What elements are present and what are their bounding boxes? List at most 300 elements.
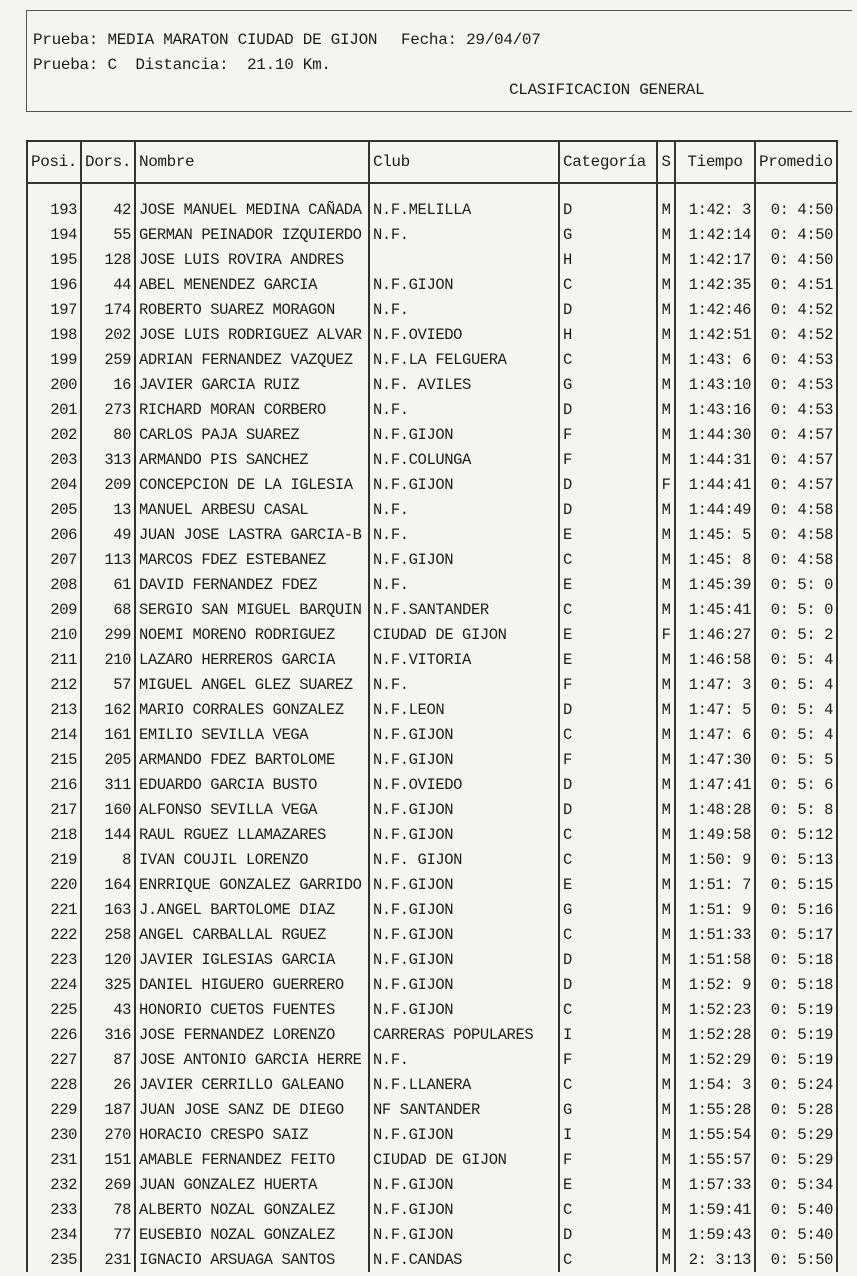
col-header-club: Club [369,141,559,183]
cell-nombre: SERGIO SAN MIGUEL BARQUIN [135,597,369,622]
cell-sexo: M [657,372,675,397]
cell-posicion: 228 [27,1072,81,1097]
cell-posicion: 215 [27,747,81,772]
cell-tiempo: 2: 3:13 [675,1247,755,1272]
table-row [27,422,837,447]
cell-club [369,247,559,272]
cell-sexo: M [657,897,675,922]
cell-dorsal: 55 [81,222,135,247]
cell-sexo: F [657,622,675,647]
fecha-label: Fecha: [401,31,457,49]
cell-nombre: JOSE LUIS ROVIRA ANDRES [135,247,369,272]
cell-nombre: DAVID FERNANDEZ FDEZ [135,572,369,597]
cell-dorsal: 13 [81,497,135,522]
cell-promedio: 0: 4:57 [755,447,837,472]
cell-club: N.F.GIJON [369,822,559,847]
cell-promedio: 0: 5:29 [755,1122,837,1147]
table-row [27,547,837,572]
results-body [27,183,837,1272]
cell-categoria: D [559,397,657,422]
cell-dorsal: 87 [81,1047,135,1072]
cell-sexo: F [657,472,675,497]
cell-promedio: 0: 4:52 [755,297,837,322]
cell-club: N.F.GIJON [369,272,559,297]
cell-club: N.F.MELILLA [369,197,559,222]
table-row [27,372,837,397]
cell-club: N.F.GIJON [369,897,559,922]
table-row [27,672,837,697]
cell-tiempo: 1:43:10 [675,372,755,397]
table-row [27,872,837,897]
cell-dorsal: 44 [81,272,135,297]
cell-categoria: D [559,197,657,222]
table-header-row [27,141,837,183]
cell-sexo: M [657,1122,675,1147]
cell-promedio: 0: 5:15 [755,872,837,897]
cell-posicion: 197 [27,297,81,322]
cell-nombre: MIGUEL ANGEL GLEZ SUAREZ [135,672,369,697]
cell-nombre: ANGEL CARBALLAL RGUEZ [135,922,369,947]
prueba-label: Prueba: [33,31,99,49]
table-row [27,297,837,322]
cell-nombre: JUAN GONZALEZ HUERTA [135,1172,369,1197]
cell-promedio: 0: 4:53 [755,397,837,422]
cell-promedio: 0: 5:29 [755,1147,837,1172]
cell-sexo: M [657,1222,675,1247]
cell-nombre: JOSE FERNANDEZ LORENZO [135,1022,369,1047]
table-row [27,1047,837,1072]
cell-promedio: 0: 4:57 [755,472,837,497]
table-row [27,347,837,372]
cell-posicion: 212 [27,672,81,697]
cell-promedio: 0: 5: 4 [755,722,837,747]
cell-promedio: 0: 5:16 [755,897,837,922]
cell-nombre: J.ANGEL BARTOLOME DIAZ [135,897,369,922]
table-row [27,497,837,522]
cell-club: N.F. AVILES [369,372,559,397]
cell-tiempo: 1:42:17 [675,247,755,272]
cell-categoria: C [559,722,657,747]
cell-dorsal: 151 [81,1147,135,1172]
cell-categoria: C [559,547,657,572]
cell-dorsal: 187 [81,1097,135,1122]
cell-tiempo: 1:46:27 [675,622,755,647]
cell-promedio: 0: 4:52 [755,322,837,347]
cell-sexo: M [657,522,675,547]
prueba-code: C [107,56,117,74]
cell-promedio: 0: 5:40 [755,1197,837,1222]
cell-sexo: M [657,972,675,997]
cell-nombre: HORACIO CRESPO SAIZ [135,1122,369,1147]
cell-nombre: MANUEL ARBESU CASAL [135,497,369,522]
cell-club: N.F.GIJON [369,872,559,897]
cell-club: N.F.LA FELGUERA [369,347,559,372]
cell-dorsal: 57 [81,672,135,697]
cell-categoria: G [559,222,657,247]
cell-posicion: 218 [27,822,81,847]
cell-posicion: 216 [27,772,81,797]
cell-tiempo: 1:44:31 [675,447,755,472]
cell-promedio: 0: 4:57 [755,422,837,447]
cell-categoria: C [559,922,657,947]
col-header-categoria: Categoría [559,141,657,183]
cell-dorsal: 43 [81,997,135,1022]
cell-sexo: M [657,1022,675,1047]
cell-club: N.F. [369,522,559,547]
cell-promedio: 0: 4:53 [755,372,837,397]
cell-posicion: 210 [27,622,81,647]
cell-posicion: 217 [27,797,81,822]
cell-tiempo: 1:47:41 [675,772,755,797]
cell-tiempo: 1:51: 9 [675,897,755,922]
cell-posicion: 209 [27,597,81,622]
cell-categoria: F [559,447,657,472]
cell-nombre: DANIEL HIGUERO GUERRERO [135,972,369,997]
cell-promedio: 0: 5: 6 [755,772,837,797]
cell-promedio: 0: 5:28 [755,1097,837,1122]
cell-promedio: 0: 5: 4 [755,672,837,697]
cell-dorsal: 269 [81,1172,135,1197]
cell-nombre: NOEMI MORENO RODRIGUEZ [135,622,369,647]
cell-sexo: M [657,497,675,522]
cell-promedio: 0: 5:17 [755,922,837,947]
cell-tiempo: 1:42:35 [675,272,755,297]
cell-tiempo: 1:42:46 [675,297,755,322]
cell-club: N.F.LLANERA [369,1072,559,1097]
table-row [27,647,837,672]
table-row [27,397,837,422]
cell-promedio: 0: 4:53 [755,347,837,372]
cell-nombre: JUAN JOSE LASTRA GARCIA-B [135,522,369,547]
cell-tiempo: 1:42:14 [675,222,755,247]
cell-tiempo: 1:42:51 [675,322,755,347]
cell-sexo: M [657,1047,675,1072]
cell-dorsal: 174 [81,297,135,322]
cell-tiempo: 1:50: 9 [675,847,755,872]
cell-sexo: M [657,997,675,1022]
cell-categoria: C [559,997,657,1022]
cell-categoria: C [559,1197,657,1222]
cell-promedio: 0: 5:12 [755,822,837,847]
race-date: 29/04/07 [466,31,541,49]
cell-club: N.F.GIJON [369,1172,559,1197]
cell-categoria: D [559,1222,657,1247]
cell-dorsal: 325 [81,972,135,997]
cell-nombre: IGNACIO ARSUAGA SANTOS [135,1247,369,1272]
cell-club: N.F.GIJON [369,472,559,497]
cell-dorsal: 42 [81,197,135,222]
table-row [27,597,837,622]
cell-dorsal: 311 [81,772,135,797]
table-row [27,197,837,222]
cell-posicion: 231 [27,1147,81,1172]
cell-nombre: GERMAN PEINADOR IZQUIERDO [135,222,369,247]
cell-nombre: ROBERTO SUAREZ MORAGON [135,297,369,322]
cell-club: N.F.LEON [369,697,559,722]
cell-categoria: D [559,772,657,797]
cell-nombre: IVAN COUJIL LORENZO [135,847,369,872]
cell-categoria: D [559,972,657,997]
table-row [27,1097,837,1122]
cell-nombre: RAUL RGUEZ LLAMAZARES [135,822,369,847]
table-row [27,847,837,872]
cell-sexo: M [657,947,675,972]
cell-posicion: 230 [27,1122,81,1147]
cell-posicion: 223 [27,947,81,972]
cell-club: N.F.GIJON [369,722,559,747]
cell-club: N.F.GIJON [369,947,559,972]
cell-posicion: 214 [27,722,81,747]
cell-tiempo: 1:47: 6 [675,722,755,747]
cell-dorsal: 270 [81,1122,135,1147]
cell-promedio: 0: 5: 8 [755,797,837,822]
table-row [27,472,837,497]
cell-categoria: D [559,472,657,497]
cell-nombre: MARIO CORRALES GONZALEZ [135,697,369,722]
distancia-value: 21.10 Km. [247,56,331,74]
cell-posicion: 211 [27,647,81,672]
cell-categoria: D [559,297,657,322]
cell-club: N.F. GIJON [369,847,559,872]
cell-sexo: M [657,1247,675,1272]
cell-categoria: H [559,247,657,272]
table-row [27,1197,837,1222]
cell-posicion: 204 [27,472,81,497]
cell-promedio: 0: 5:18 [755,947,837,972]
cell-dorsal: 313 [81,447,135,472]
cell-dorsal: 49 [81,522,135,547]
table-row [27,247,837,272]
cell-sexo: M [657,272,675,297]
cell-nombre: RICHARD MORAN CORBERO [135,397,369,422]
cell-tiempo: 1:42: 3 [675,197,755,222]
cell-sexo: M [657,222,675,247]
cell-posicion: 220 [27,872,81,897]
cell-sexo: M [657,347,675,372]
cell-tiempo: 1:52:29 [675,1047,755,1072]
cell-posicion: 199 [27,347,81,372]
cell-nombre: HONORIO CUETOS FUENTES [135,997,369,1022]
cell-posicion: 232 [27,1172,81,1197]
cell-dorsal: 210 [81,647,135,672]
cell-dorsal: 259 [81,347,135,372]
table-row [27,1222,837,1247]
cell-club: CIUDAD DE GIJON [369,622,559,647]
cell-posicion: 196 [27,272,81,297]
cell-dorsal: 161 [81,722,135,747]
cell-categoria: C [559,822,657,847]
col-header-dors: Dors. [81,141,135,183]
cell-sexo: M [657,297,675,322]
cell-tiempo: 1:45: 8 [675,547,755,572]
cell-posicion: 200 [27,372,81,397]
cell-tiempo: 1:51:58 [675,947,755,972]
cell-posicion: 213 [27,697,81,722]
prueba2-label: Prueba: [33,56,99,74]
table-row [27,1247,837,1272]
cell-tiempo: 1:52:28 [675,1022,755,1047]
cell-posicion: 193 [27,197,81,222]
cell-club: N.F.CANDAS [369,1247,559,1272]
cell-tiempo: 1:45:41 [675,597,755,622]
cell-promedio: 0: 5:50 [755,1247,837,1272]
cell-dorsal: 68 [81,597,135,622]
cell-tiempo: 1:46:58 [675,647,755,672]
table-row [27,1147,837,1172]
cell-tiempo: 1:43: 6 [675,347,755,372]
cell-sexo: M [657,672,675,697]
cell-tiempo: 1:47:30 [675,747,755,772]
cell-sexo: M [657,547,675,572]
cell-dorsal: 113 [81,547,135,572]
cell-nombre: ARMANDO FDEZ BARTOLOME [135,747,369,772]
cell-nombre: EUSEBIO NOZAL GONZALEZ [135,1222,369,1247]
cell-nombre: JAVIER GARCIA RUIZ [135,372,369,397]
table-row [27,697,837,722]
cell-club: N.F.OVIEDO [369,322,559,347]
cell-sexo: M [657,1197,675,1222]
cell-club: N.F.GIJON [369,997,559,1022]
col-header-sexo: S [657,141,675,183]
table-row [27,722,837,747]
cell-categoria: F [559,422,657,447]
table-row [27,922,837,947]
cell-promedio: 0: 5:18 [755,972,837,997]
cell-sexo: M [657,422,675,447]
cell-categoria: I [559,1022,657,1047]
cell-nombre: ALBERTO NOZAL GONZALEZ [135,1197,369,1222]
cell-categoria: E [559,872,657,897]
cell-sexo: M [657,1097,675,1122]
cell-dorsal: 162 [81,697,135,722]
cell-dorsal: 78 [81,1197,135,1222]
cell-promedio: 0: 5:34 [755,1172,837,1197]
cell-nombre: ABEL MENENDEZ GARCIA [135,272,369,297]
cell-categoria: E [559,572,657,597]
cell-tiempo: 1:44:49 [675,497,755,522]
cell-nombre: JOSE ANTONIO GARCIA HERRE [135,1047,369,1072]
cell-categoria: E [559,647,657,672]
cell-sexo: M [657,597,675,622]
cell-nombre: JOSE LUIS RODRIGUEZ ALVAR [135,322,369,347]
col-header-nombre: Nombre [135,141,369,183]
cell-nombre: ARMANDO PIS SANCHEZ [135,447,369,472]
cell-club: N.F. [369,572,559,597]
cell-tiempo: 1:44:30 [675,422,755,447]
table-row [27,1072,837,1097]
cell-sexo: M [657,1072,675,1097]
cell-categoria: H [559,322,657,347]
cell-promedio: 0: 5:19 [755,1047,837,1072]
cell-club: N.F. [369,222,559,247]
cell-promedio: 0: 4:58 [755,547,837,572]
cell-dorsal: 209 [81,472,135,497]
cell-dorsal: 163 [81,897,135,922]
distancia-label: Distancia: [135,56,229,74]
table-row [27,222,837,247]
cell-nombre: JOSE MANUEL MEDINA CAÑADA [135,197,369,222]
cell-categoria: F [559,1047,657,1072]
table-row [27,1172,837,1197]
cell-sexo: M [657,872,675,897]
cell-nombre: AMABLE FERNANDEZ FEITO [135,1147,369,1172]
cell-promedio: 0: 5:24 [755,1072,837,1097]
cell-dorsal: 120 [81,947,135,972]
cell-categoria: E [559,622,657,647]
cell-categoria: E [559,1172,657,1197]
cell-posicion: 198 [27,322,81,347]
cell-tiempo: 1:43:16 [675,397,755,422]
cell-club: N.F.VITORIA [369,647,559,672]
cell-club: N.F. [369,497,559,522]
cell-tiempo: 1:51:33 [675,922,755,947]
table-row [27,322,837,347]
cell-sexo: M [657,572,675,597]
cell-club: N.F.GIJON [369,972,559,997]
table-row [27,822,837,847]
cell-posicion: 206 [27,522,81,547]
cell-sexo: M [657,847,675,872]
cell-categoria: E [559,522,657,547]
cell-tiempo: 1:54: 3 [675,1072,755,1097]
cell-categoria: C [559,597,657,622]
cell-tiempo: 1:51: 7 [675,872,755,897]
cell-categoria: D [559,797,657,822]
cell-posicion: 235 [27,1247,81,1272]
cell-dorsal: 16 [81,372,135,397]
cell-dorsal: 231 [81,1247,135,1272]
cell-nombre: CARLOS PAJA SUAREZ [135,422,369,447]
cell-nombre: EMILIO SEVILLA VEGA [135,722,369,747]
table-row [27,1122,837,1147]
cell-posicion: 203 [27,447,81,472]
cell-sexo: M [657,922,675,947]
cell-club: N.F.GIJON [369,547,559,572]
cell-categoria: D [559,947,657,972]
cell-tiempo: 1:47: 5 [675,697,755,722]
cell-posicion: 229 [27,1097,81,1122]
cell-tiempo: 1:45:39 [675,572,755,597]
table-row [27,522,837,547]
cell-promedio: 0: 5: 0 [755,572,837,597]
cell-promedio: 0: 5:19 [755,1022,837,1047]
cell-tiempo: 1:57:33 [675,1172,755,1197]
cell-club: N.F. [369,672,559,697]
cell-promedio: 0: 5:40 [755,1222,837,1247]
cell-categoria: F [559,1147,657,1172]
cell-nombre: JUAN JOSE SANZ DE DIEGO [135,1097,369,1122]
cell-club: N.F.COLUNGA [369,447,559,472]
race-header [26,10,852,112]
cell-dorsal: 164 [81,872,135,897]
table-row [27,447,837,472]
cell-dorsal: 299 [81,622,135,647]
cell-posicion: 205 [27,497,81,522]
cell-club: N.F.GIJON [369,422,559,447]
cell-nombre: ALFONSO SEVILLA VEGA [135,797,369,822]
cell-posicion: 234 [27,1222,81,1247]
cell-dorsal: 316 [81,1022,135,1047]
cell-categoria: C [559,1247,657,1272]
cell-club: N.F.GIJON [369,922,559,947]
cell-sexo: M [657,1147,675,1172]
table-row [27,572,837,597]
table-row [27,747,837,772]
cell-posicion: 227 [27,1047,81,1072]
cell-tiempo: 1:55:54 [675,1122,755,1147]
cell-nombre: ENRRIQUE GONZALEZ GARRIDO [135,872,369,897]
cell-sexo: M [657,447,675,472]
